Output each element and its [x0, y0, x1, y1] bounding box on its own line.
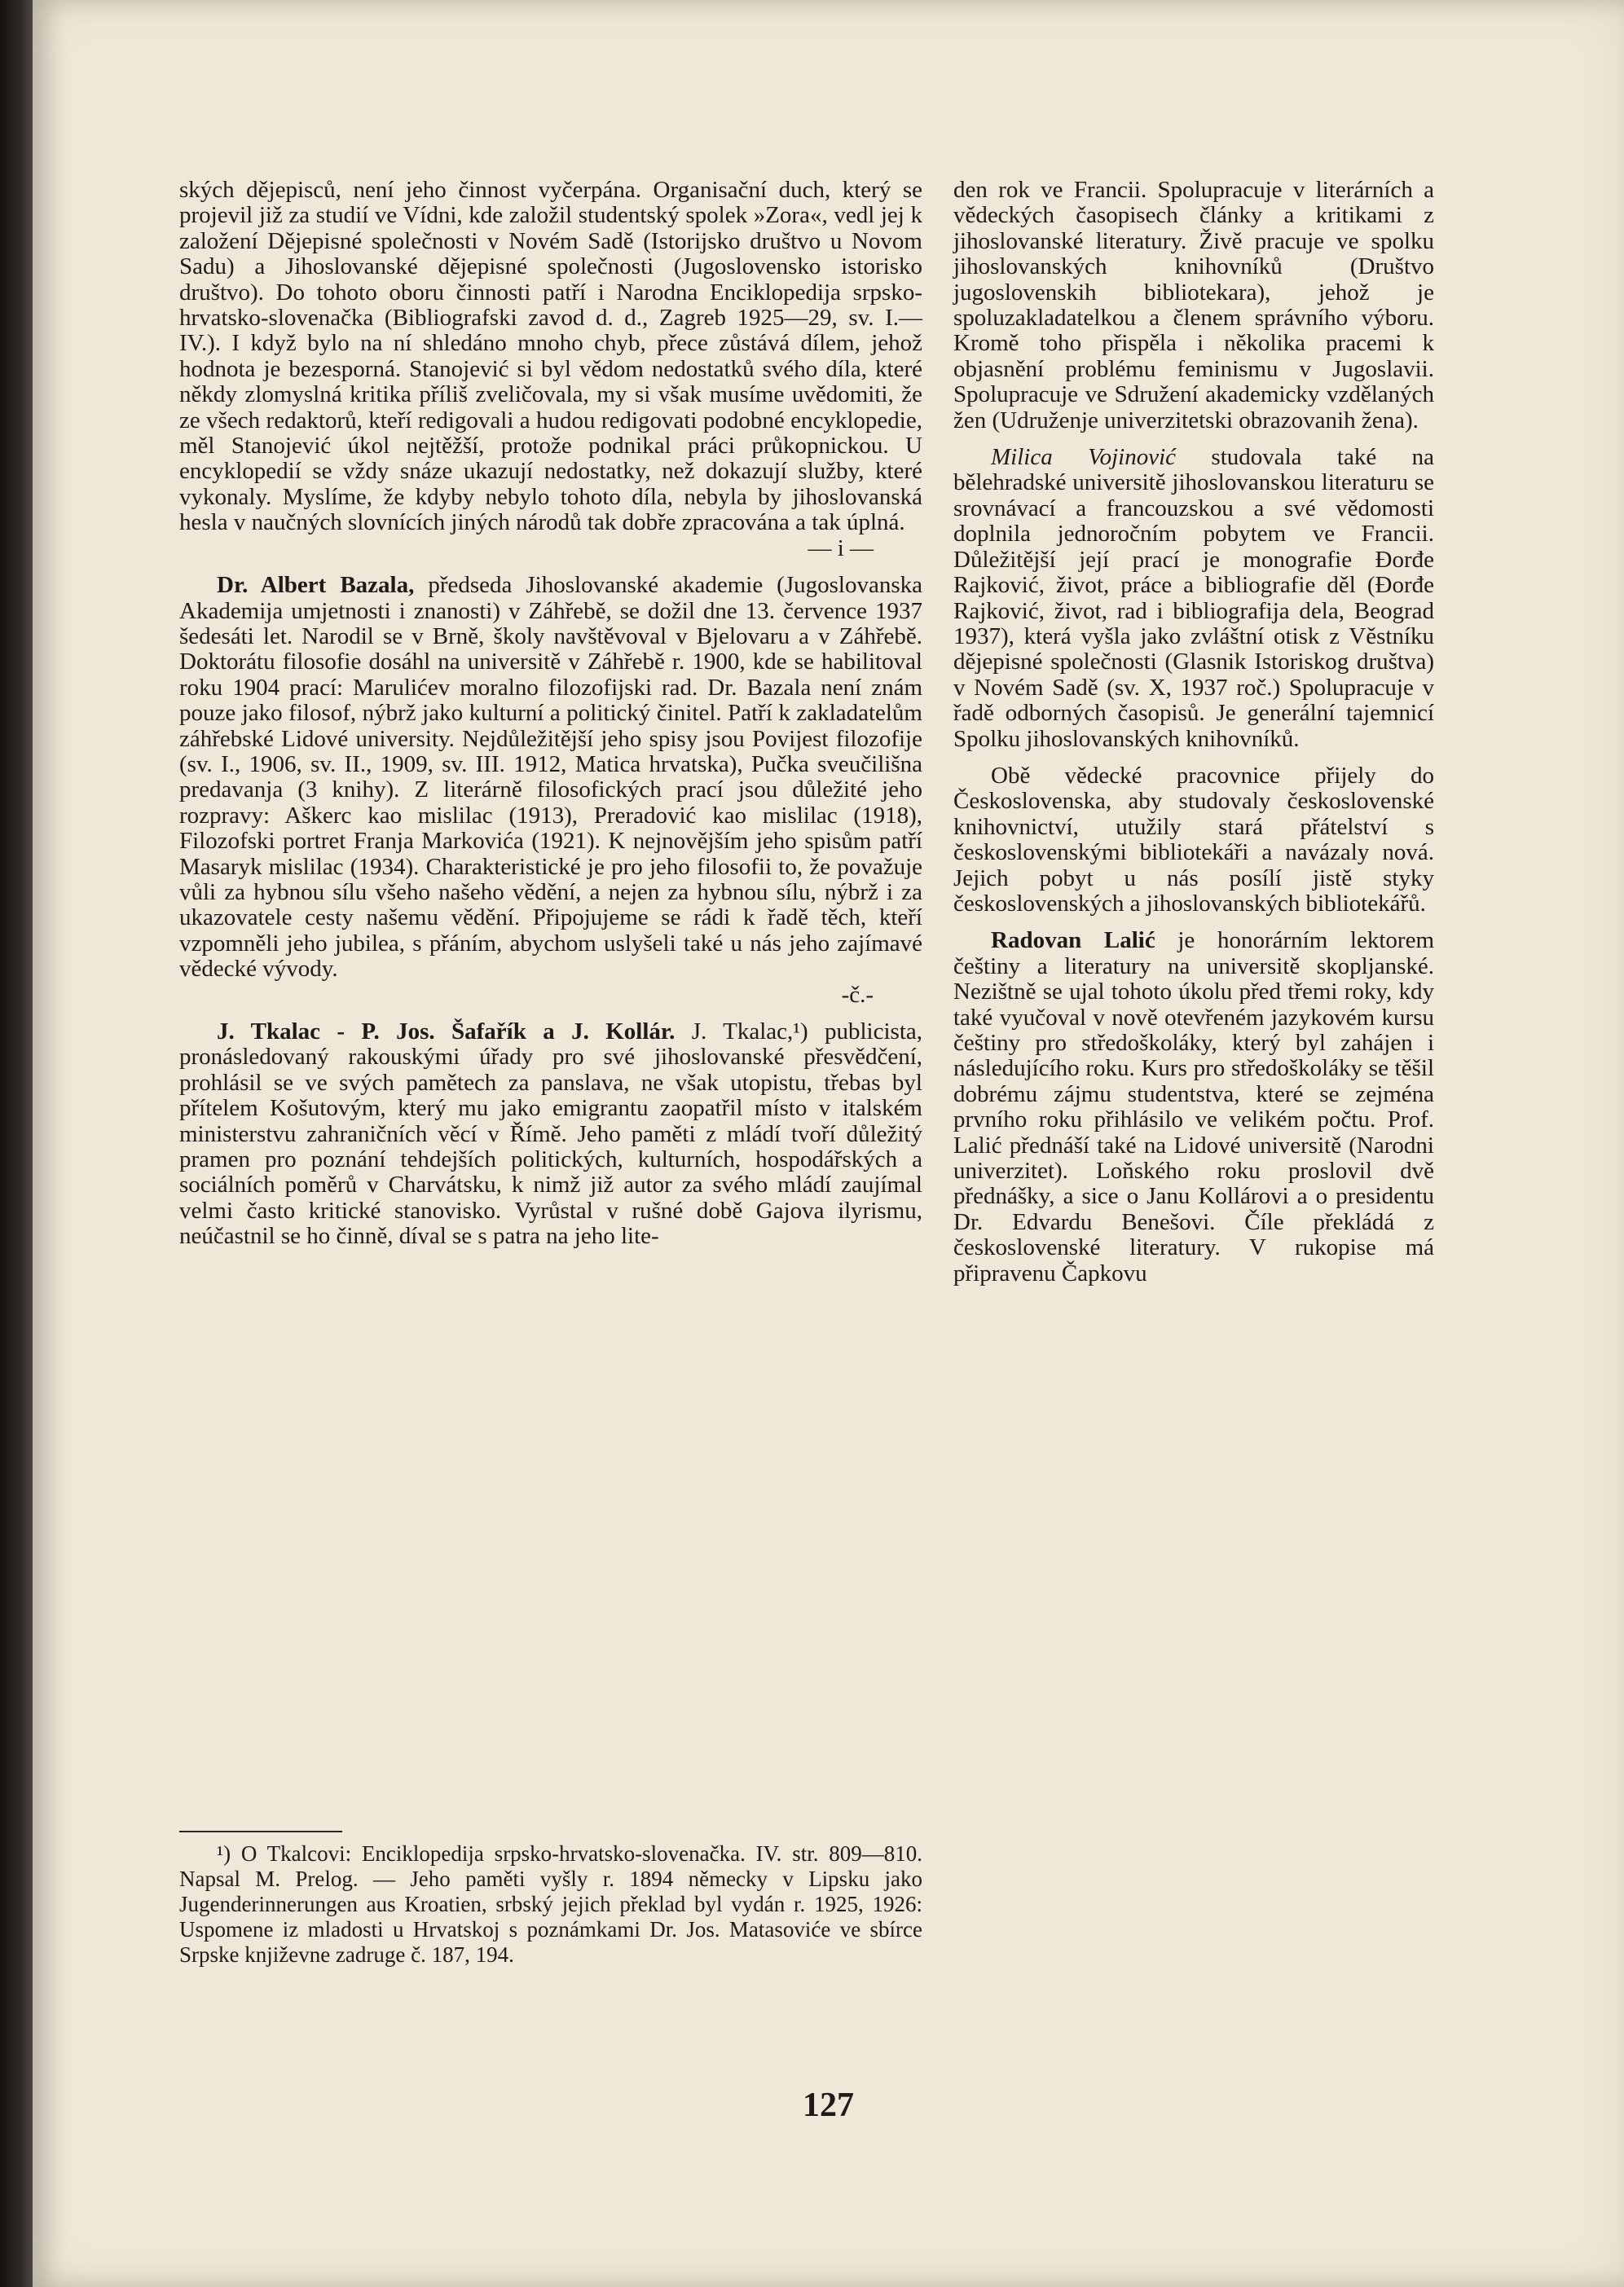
right-continuation-paragraph: den rok ve Francii. Spolupracuje v literárních a vědeckých časopisech články a kritikami z jihoslovanské literatury. Živě pracuje ve spolku jihoslovanských knihovníků (Društvo jugoslovenskih bibliotekara), jehož je spoluzakladatelkou a členem správního výboru. Kromě toho přispěla i několika pracemi k objasnění problému feminismu v Jugoslavii. Spolupracuje ve Sdružení akademicky vzdělaných žen (Udruženje univerzitetski obrazovanih žena).	[953, 177, 1434, 433]
footnote-1: ¹) O Tkalcovi: Enciklopedija srpsko-hrvatsko-slovenačka. IV. str. 809—810. Napsal M. Prelog. — Jeho paměti vyšly r. 1894 německy v Lipsku jako Jugenderinnerungen aus Kroatien, srbský jejich překlad byl vydán r. 1925, 1926: Uspomene iz mladosti u Hrvatskoj s poznámkami Dr. Jos. Matasoviće ve sbírce Srpske književne zadruge č. 187, 194.	[179, 1841, 922, 1967]
footnote-rule	[179, 1831, 342, 1832]
bazala-name: Dr. Albert Bazala,	[217, 572, 415, 599]
right-column	[953, 178, 1434, 1286]
lalic-article	[953, 928, 1434, 1286]
signature-i: — i —	[808, 534, 874, 561]
left-column	[179, 178, 922, 1250]
lalic-text: je honorárním lektorem češtiny a literatury na universitě skopljanské. Nezištně se ujal tohoto úkolu před třemi roky, kdy také vyučoval v nově otevřeném jazykovém kursu češtiny pro středoškoláky, který byl zahájen i následujícího roku. Kurs pro středoškoláky se těšil dobrému zájmu studentstva, které se zejména prvního roku přihlásilo ve velikém počtu. Prof. Lalić přednáší také na Lidové universitě (Narodni univerzitet). Loňského roku proslovil dvě přednášky, a sice o Janu Kollárovi a o presidentu Dr. Edvardu Benešovi. Číle překládá z československé literatury. V rukopise má připravenu Čapkovu	[953, 927, 1434, 1286]
scan-binding-edge	[0, 0, 33, 2287]
page-number: 127	[803, 2087, 854, 2124]
vojinovic-name: Milica Vojinović	[991, 444, 1177, 471]
vojinovic-text: studovala také na bělehradské universitě jihoslovanskou literaturu se srovnávací a francouzskou a své vědomosti doplnila jednoročním pobytem ve Francii. Důležitější její prací je monografie Đorđe Rajković, život, práce a bibliografie děl (Đorđe Rajković, život, rad i bibliografija dela, Beograd 1937), která vyšla jako zvláštní otisk z Věstníku dějepisné společnosti (Glasnik Istoriskog društva) v Novém Sadě (sv. X, 1937 roč.) Spolupracuje v řadě odborných časopisů. Je generální tajemnicí Spolku jihoslovanských knihovníků.	[953, 444, 1434, 752]
bazala-text: předseda Jihoslovanské akademie (Jugoslovanska Akademija umjetnosti i znanosti) v Záhřebě, se dožil dne 13. července 1937 šedesáti let. Narodil se v Brně, školy navštěvoval v Bjelovaru a v Záhřebě. Doktorátu filosofie dosáhl na universitě v Záhřebě r. 1900, kde se habilitoval roku 1904 prací: Marulićev moralno filozofijski rad. Dr. Bazala není znám pouze jako filosof, nýbrž jako kulturní a politický činitel. Patří k zakladatelům záhřebské Lidové university. Nejdůležitější jeho spisy jsou Povijest filozofije (sv. I., 1906, sv. II., 1909, sv. III. 1912, Matica hrvatska), Pučka sveučilišna predavanja (3 knihy). Z literárně filosofických prací jsou důležité jeho rozpravy: Aškerc kao mislilac (1913), Preradović kao mislilac (1918), Filozofski portret Franja Markovića (1921). K nejnovějším jeho spisům patří Masaryk mislilac (1934). Charakteristické je pro jeho filosofii to, že považuje vůli za hybnou sílu všeho našeho vědění, a nejen za hybnou sílu, nýbrž i za ukazovatele cesty našemu vědění. Připojujeme se rádi k řadě těch, kteří vzpomněli jeho jubilea, s přáním, abychom uslyšeli také u nás jeho zajímavé vědecké vývody.	[179, 572, 922, 983]
tkalac-article	[179, 1019, 922, 1250]
article-continuation-paragraph: ských dějepisců, není jeho činnost vyčerpána. Organisační duch, který se projevil již za studií ve Vídni, kde založil studentský spolek »Zora«, vedl jej k založení Dějepisné společnosti v Novém Sadě (Istorijsko društvo u Novom Sadu) a Jihoslovanské dějepisné společnosti (Jugoslovensko istorisko društvo). Do tohoto oboru činnosti patří i Narodna Enciklopedija srpsko-hrvatsko-slovenačka (Bibliografski zavod d. d., Zagreb 1925—29, sv. I.—IV.). I když bylo na ní shledáno mnoho chyb, přece zůstává dílem, jehož hodnota je bezesporná. Stanojević si byl vědom nedostatků svého díla, které někdy zlomyslná kritika příliš zveličovala, my si však musíme uvědomiti, že ze všech redaktorů, kteří redigovali a hudou redigovati podobné encyklopedie, měl Stanojević úkol nejtěžší, protože podnikal práci průkopnickou. U encyklopedií se vždy snáze ukazují nedostatky, než dokazují služby, které vykonaly. Myslíme, že kdyby nebylo tohoto díla, nebyla by jihoslovanská hesla v naučných slovnících jiných národů tak dobře zpracována a tak úplná.	[179, 177, 922, 536]
tkalac-heading: J. Tkalac - P. Jos. Šafařík a J. Kollár.	[217, 1018, 676, 1045]
footnotes	[179, 1841, 922, 1968]
vojinovic-article	[953, 445, 1434, 752]
visit-paragraph: Obě vědecké pracovnice přijely do Československa, aby studovaly československé knihovnictví, utužily stará přátelství s československými bibliotekáři a navázaly nová. Jejich pobyt u nás posílí jistě styky československých a jihoslovanských bibliotekářů.	[953, 762, 1434, 917]
signature-c: -č.-	[841, 981, 874, 1008]
tkalac-text: J. Tkalac,¹) publicista, pronásledovaný rakouskými úřady pro své jihoslovanské přesvědčení, prohlásil se ve svých pamětech za panslava, ne však utopistu, třebas byl přítelem Košutovým, který mu jako emigrantu zaopatřil místo v italském ministerstvu zahraničních věcí v Římě. Jeho paměti z mládí tvoří důležitý pramen pro poznání tehdejších politických, kulturních, hospodářských a sociálních poměrů v Charvátsku, k nimž již autor za svého mládí zaujímal velmi často kritické stanovisko. Vyrůstal v rušné době Gajova ilyrismu, neúčastnil se ho činně, díval se s patra na jeho lite-	[179, 1018, 922, 1250]
book-page	[33, 0, 1624, 2287]
bazala-article	[179, 573, 922, 983]
lalic-name: Radovan Lalić	[991, 927, 1155, 954]
